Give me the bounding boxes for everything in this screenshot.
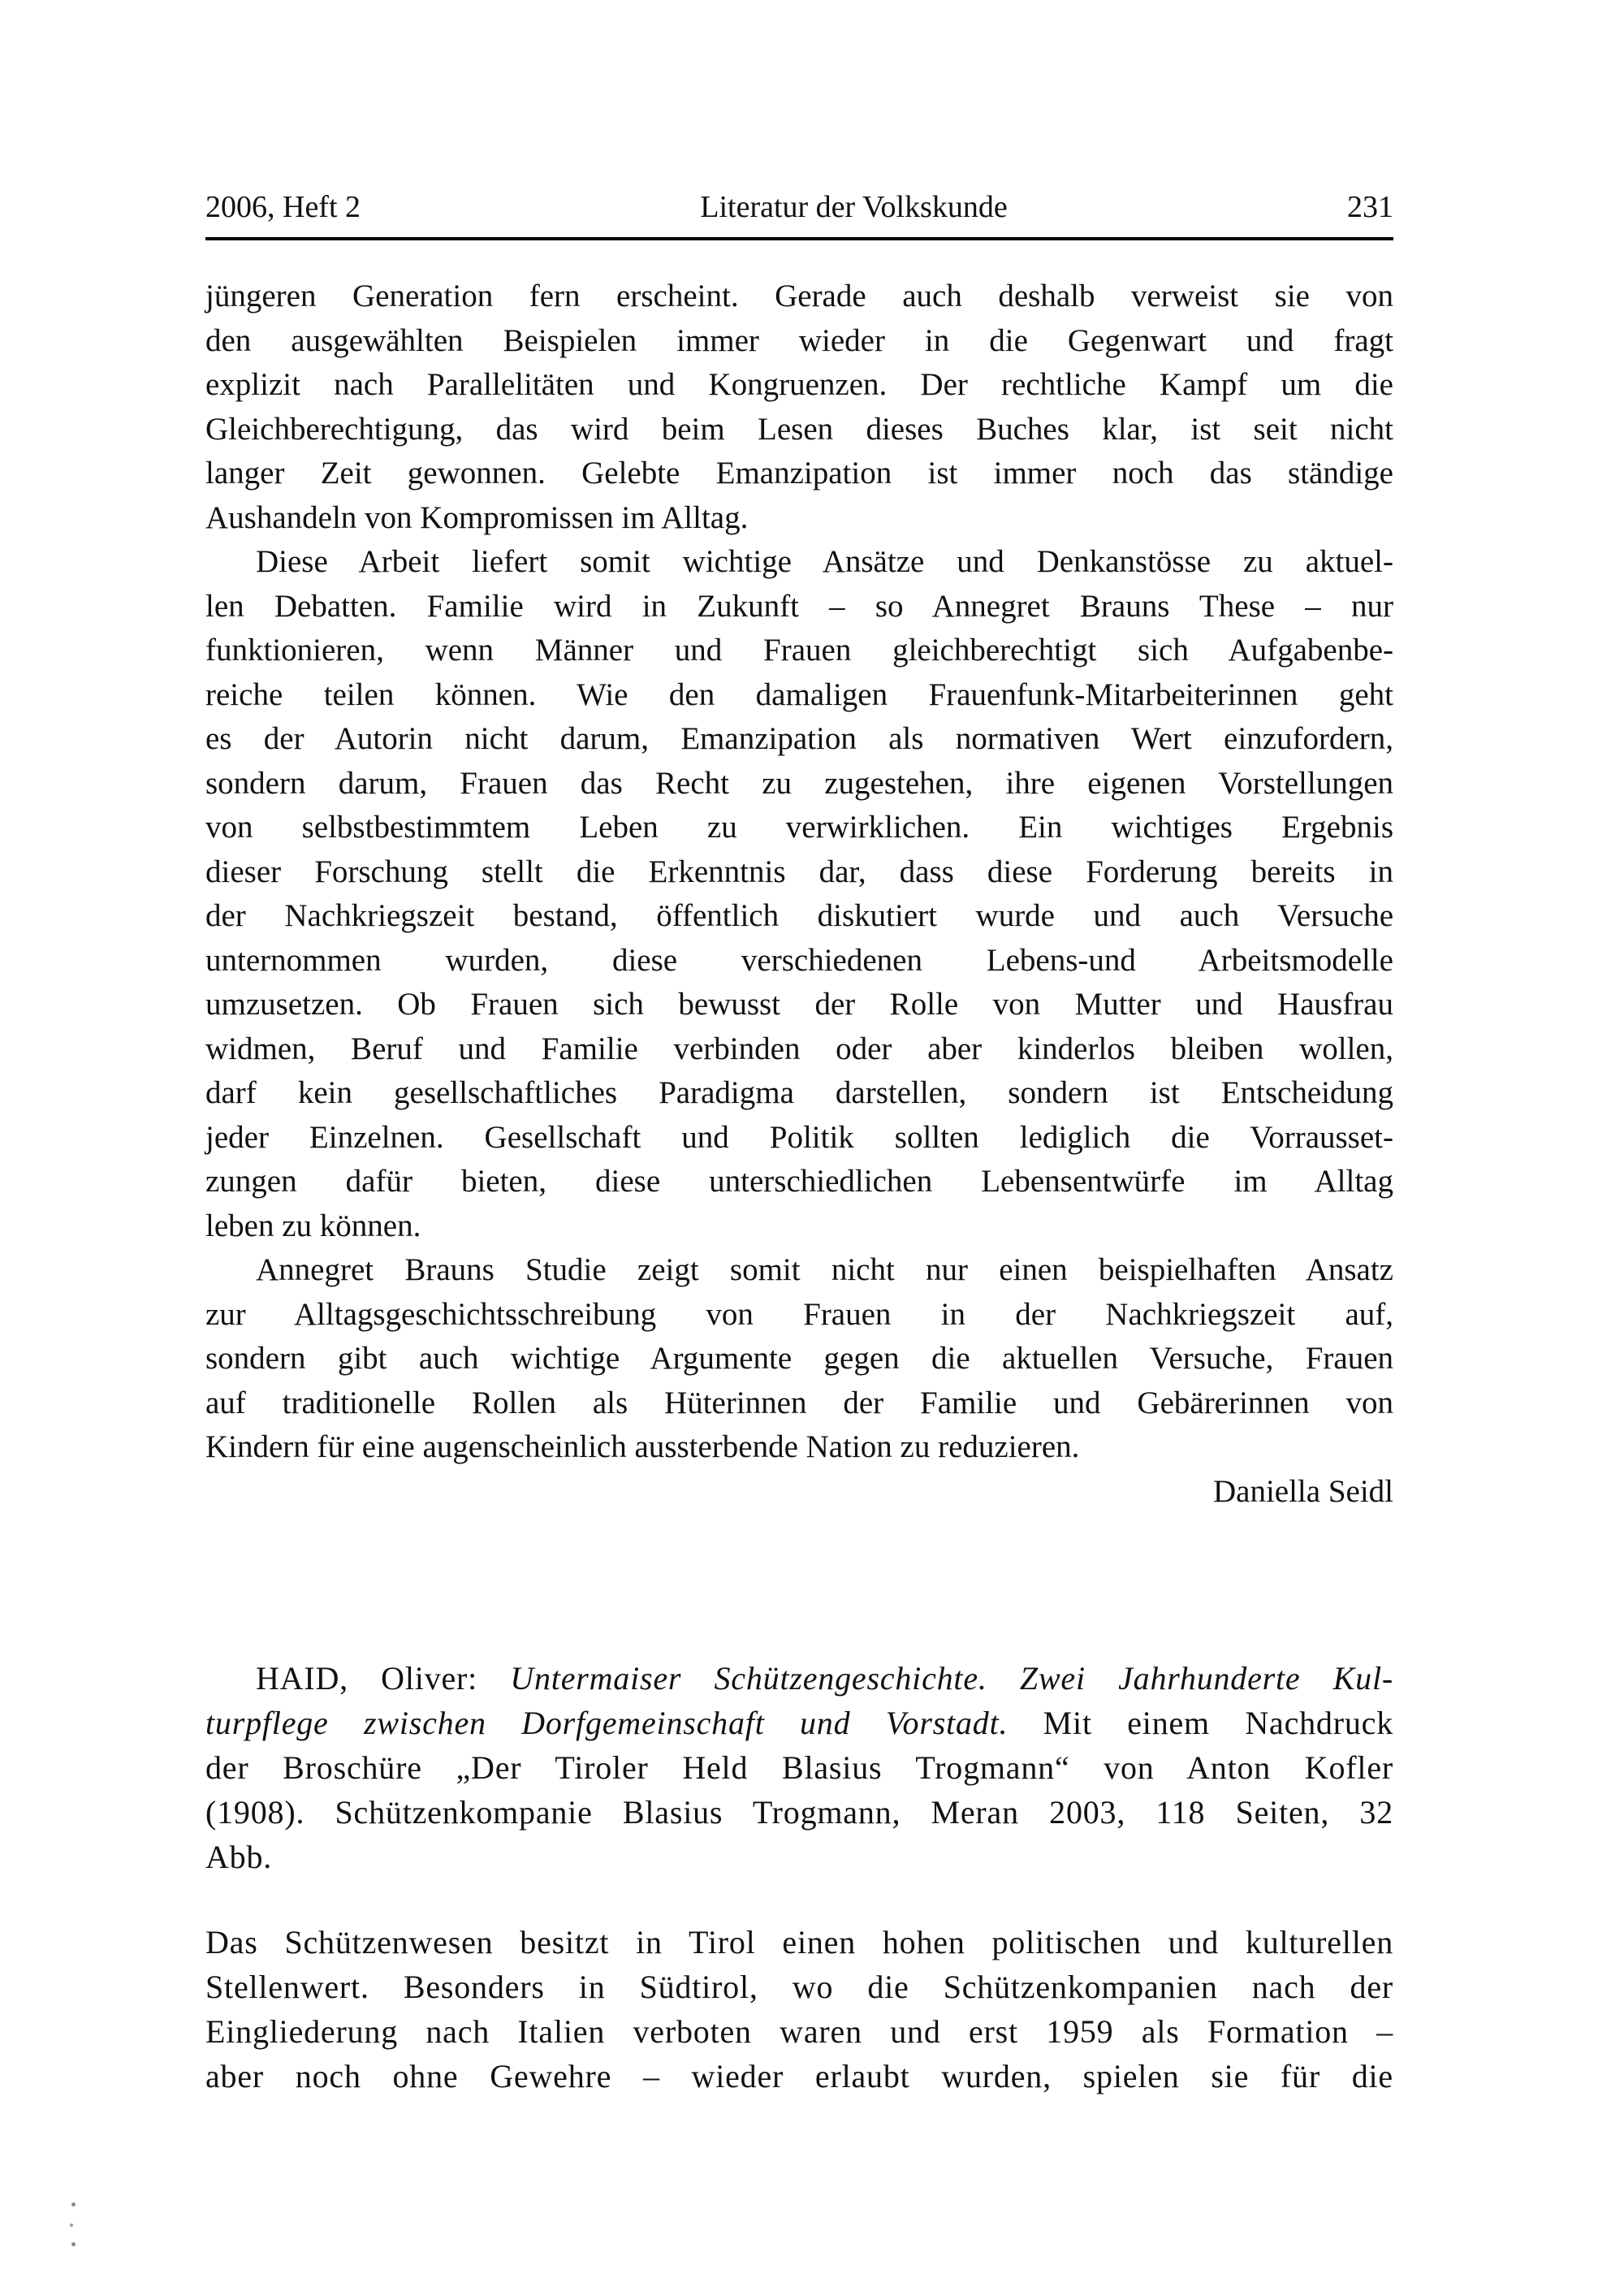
text-line: len Debatten. Familie wird in Zukunft – so Annegret Brauns These – nur xyxy=(205,588,1393,624)
text-line: der Broschüre „Der Tiroler Held Blasius Trogmann“ von Anton Kofler xyxy=(205,1749,1393,1786)
text-line: turpflege zwischen Dorfgemeinschaft und Vorstadt. Mit einem Nachdruck xyxy=(205,1705,1393,1741)
page-header xyxy=(205,0,1393,226)
text-line: aber noch ohne Gewehre – wieder erlaubt wurden, spielen sie für die xyxy=(205,2058,1393,2094)
reviewer-signature: Daniella Seidl xyxy=(1212,1473,1393,1509)
text-line: Abb. xyxy=(205,1839,273,1875)
text-line: unternommen wurden, diese verschiedenen Lebens-und Arbeitsmodelle xyxy=(205,942,1393,978)
text-line: jeder Einzelnen. Gesellschaft und Politik sollten lediglich die Vorrausset- xyxy=(205,1119,1393,1155)
text-line: reiche teilen können. Wie den damaligen Frauenfunk-Mitarbeiterinnen geht xyxy=(205,676,1393,712)
text-line: HAID, Oliver: Untermaiser Schützengeschichte. Zwei Jahrhunderte Kul- xyxy=(256,1660,1393,1697)
text-line: sondern gibt auch wichtige Argumente gegen die aktuellen Versuche, Frauen xyxy=(205,1341,1393,1376)
text-line: jüngeren Generation fern erscheint. Gerade auch deshalb verweist sie von xyxy=(205,279,1393,313)
text-line: Eingliederung nach Italien verboten waren und erst 1959 als Formation – xyxy=(205,2013,1393,2050)
header-page-number: 231 xyxy=(1347,190,1393,224)
text-line: der Nachkriegszeit bestand, öffentlich diskutiert wurde und auch Versuche xyxy=(205,898,1393,933)
text-line: leben zu können. xyxy=(205,1208,421,1243)
text-line: auf traditionelle Rollen als Hüterinnen der Familie und Gebärerinnen von xyxy=(205,1385,1393,1420)
scan-speck xyxy=(71,2242,76,2246)
text-line: von selbstbestimmtem Leben zu verwirklichen. Ein wichtiges Ergebnis xyxy=(205,810,1393,845)
text-line: widmen, Beruf und Familie verbinden oder aber kinderlos bleiben wollen, xyxy=(205,1031,1393,1066)
scan-speck xyxy=(70,2224,73,2227)
bibliography-entry xyxy=(205,1656,1393,1879)
text-line: langer Zeit gewonnen. Gelebte Emanzipation ist immer noch das ständige xyxy=(205,456,1393,491)
text-line: dieser Forschung stellt die Erkenntnis dar, dass diese Forderung bereits in xyxy=(205,854,1393,889)
text-line: Kindern für eine augenscheinlich aussterbende Nation zu reduzieren. xyxy=(205,1429,1080,1464)
text-line: Aushandeln von Kompromissen im Alltag. xyxy=(205,499,749,535)
text-line: explizit nach Parallelitäten und Kongruenzen. Der rechtliche Kampf um die xyxy=(205,367,1393,402)
review-paragraph-3 xyxy=(205,1248,1393,1470)
review-body xyxy=(205,274,1393,2099)
page-content xyxy=(205,0,1393,2099)
text-line: es der Autorin nicht darum, Emanzipation als normativen Wert einzufordern, xyxy=(205,721,1393,756)
header-issue: 2006, Heft 2 xyxy=(205,190,361,224)
text-line: (1908). Schützenkompanie Blasius Trogmann, Meran 2003, 118 Seiten, 32 xyxy=(205,1794,1393,1831)
text-line: Diese Arbeit liefert somit wichtige Ansätze und Denkanstösse zu aktuel- xyxy=(256,544,1393,579)
text-line: darf kein gesellschaftliches Paradigma darstellen, sondern ist Entscheidung xyxy=(205,1075,1393,1110)
text-line: Gleichberechtigung, das wird beim Lesen dieses Buches klar, ist seit nicht xyxy=(205,411,1393,447)
text-line: zur Alltagsgeschichtsschreibung von Frauen in der Nachkriegszeit auf, xyxy=(205,1296,1393,1332)
header-journal: Literatur der Volkskunde xyxy=(700,190,1008,224)
review-paragraph-1 xyxy=(205,274,1393,540)
next-review-opening-paragraph xyxy=(205,1920,1393,2099)
text-line: umzusetzen. Ob Frauen sich bewusst der Rolle von Mutter und Hausfrau xyxy=(205,987,1393,1022)
text-line: Annegret Brauns Studie zeigt somit nicht nur einen beispielhaften Ansatz xyxy=(256,1252,1393,1287)
text-line: sondern darum, Frauen das Recht zu zugestehen, ihre eigenen Vorstellungen xyxy=(205,765,1393,801)
text-line: Das Schützenwesen besitzt in Tirol einen hohen politischen und kulturellen xyxy=(205,1924,1393,1960)
scan-speck xyxy=(71,2202,76,2207)
text-line: funktionieren, wenn Männer und Frauen gleichberechtigt sich Aufgabenbe- xyxy=(205,633,1393,668)
header-rule xyxy=(205,237,1393,240)
review-paragraph-2 xyxy=(205,540,1393,1248)
text-line: zungen dafür bieten, diese unterschiedlichen Lebensentwürfe im Alltag xyxy=(205,1164,1393,1199)
text-line: Stellenwert. Besonders in Südtirol, wo die Schützenkompanien nach der xyxy=(205,1969,1393,2005)
text-line: den ausgewählten Beispielen immer wieder in die Gegenwart und fragt xyxy=(205,322,1393,358)
